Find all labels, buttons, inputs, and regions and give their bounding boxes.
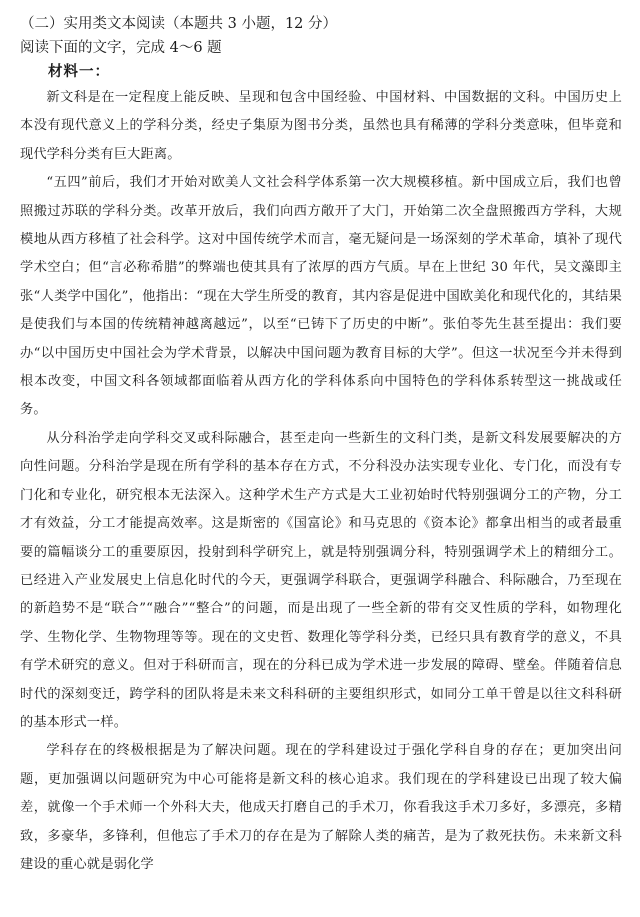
paragraph-4: 学科存在的终极根据是为了解决问题。现在的学科建设过于强化学科自身的存在；更加突出问题，更加强调以问题研究为中心可能将是新文科的核心追求。我们现在的学科建设已出现了较大偏差，就像一个手术师一个外科大夫，他成天打磨自己的手术刀，你看我这手术刀多好，多漂亮，多精致，多豪华，多锋利，但他忘了手术刀的存在是为了解除人类的痛苦，是为了救死扶伤。未来新文科建设的重心就是弱化学 — [20, 743, 622, 872]
reading-instruction: 阅读下面的文字，完成 4～6 题 — [20, 40, 222, 56]
section-title: （二）实用类文本阅读（本题共 3 小题，12 分） — [20, 16, 338, 32]
paragraph-1: 新文科是在一定程度上能反映、呈现和包含中国经验、中国材料、中国数据的文科。中国历史上本没有现代意义上的学科分类，经史子集原为图书分类，虽然也具有稀薄的学科分类意味，但毕竟和现代学科分类有巨大距离。 — [20, 90, 622, 162]
paragraph-3: 从分科治学走向学科交叉或科际融合，甚至走向一些新生的文科门类，是新文科发展要解决的方向性问题。分科治学是现在所有学科的基本存在方式，不分科没办法实现专业化、专门化，而没有专门化和专业化，研究根本无法深入。这种学术生产方式是大工业初始时代特别强调分工的产物，分工才有效益，分工才能提高效率。这是斯密的《国富论》和马克思的《资本论》都拿出相当的或者最重要的篇幅谈分工的重要原因，投射到科学研究上，就是特别强调分科，特别强调学术上的精细分工。已经进入产业发展史上信息化时代的今天，更强调学科联合，更强调学科融合、科际融合，乃至现在的新趋势不是“联合”“融合”“整合”的问题，而是出现了一些全新的带有交叉性质的学科，如物理化学、生物化学、生物物理等等。现在的文史哲、数理化等学科分类，已经只具有教育学的意义，不具有学术研究的意义。但对于科研而言，现在的分科已成为学术进一步发展的障碍、壁垒。伴随着信息时代的深刻变迁，跨学科的团队将是未来文科科研的主要组织形式，如同分工单干曾是以往文科科研的基本形式一样。 — [20, 430, 622, 730]
paragraph-2: “五四”前后，我们才开始对欧美人文社会科学体系第一次大规模移植。新中国成立后，我们也曾照搬过苏联的学科分类。改革开放后，我们向西方敞开了大门，开始第二次全盘照搬西方学科，大规模地从西方移植了社会科学。这对中国传统学术而言，毫无疑问是一场深刻的学术革命，填补了现代学术空白；但“言必称希腊”的弊端也使其具有了浓厚的西方气质。早在上世纪 30 年代，吴文藻即主张“人类学中国化”，他指出：“现在大学生所受的教育，其内容是促进中国欧美化和现代化的，其结果是使我们与本国的传统精神越离越远”，以至“已铸下了历史的中断”。张伯苓先生甚至提出：我们要办“以中国历史中国社会为学术背景，以解决中国问题为教育目标的大学”。但这一状况至今并未得到根本改变，中国文科各领域都面临着从西方化的学科体系向中国特色的学科体系转型这一挑战或任务。 — [20, 175, 622, 418]
material-label: 材料一： — [48, 63, 110, 80]
